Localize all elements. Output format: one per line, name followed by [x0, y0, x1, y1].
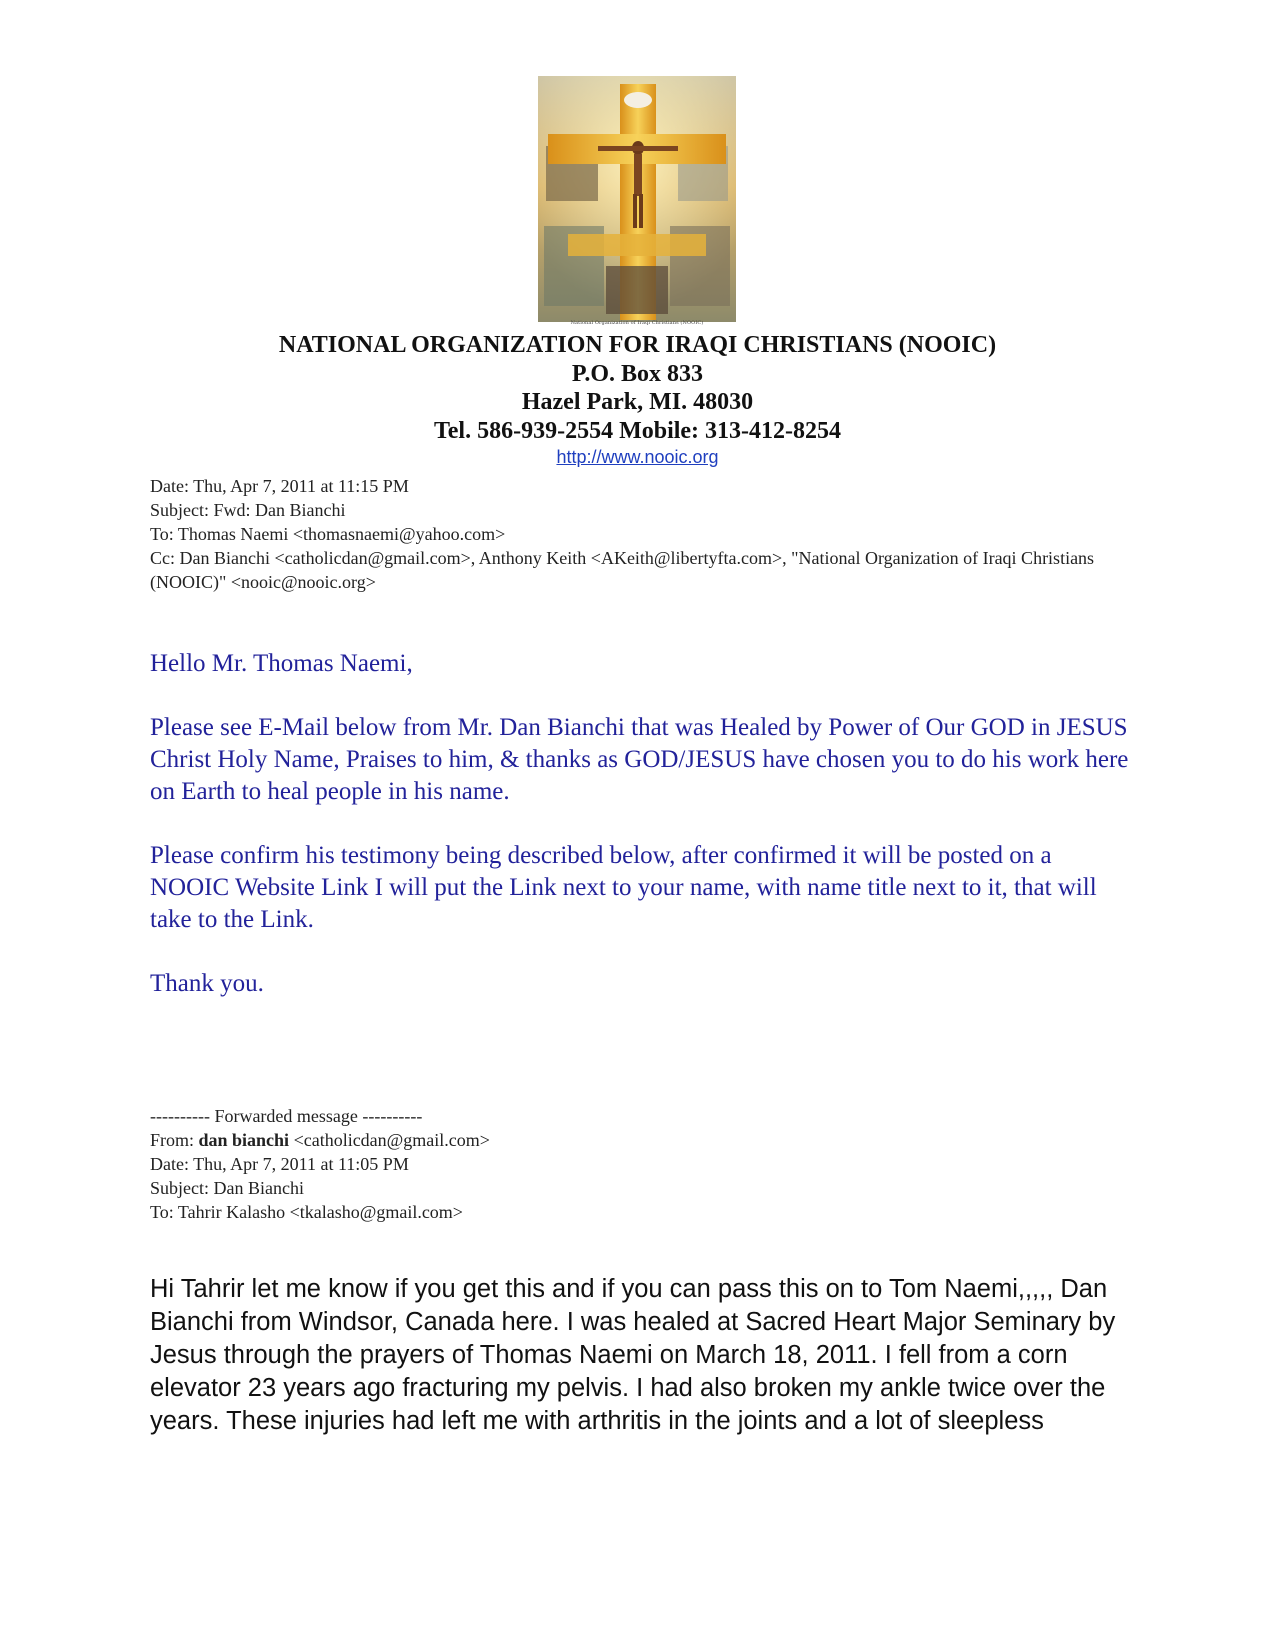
forwarded-header: [150, 1104, 1130, 1224]
forwarded-body-text: Hi Tahrir let me know if you get this and if you can pass this on to Tom Naemi,,,,, Dan Bianchi from Windsor, Canada here. I was healed at Sacred Heart Major Seminary by Jesus through the prayers of Thomas Naemi on March 18, 2011. I fell from a corn elevator 23 years ago fracturing my pelvis. I had also broken my ankle twice over the years. These injuries had left me with arthritis in the joints and a lot of sleepless: [150, 1275, 1116, 1435]
email-to: To: Thomas Naemi <thomasnaemi@yahoo.com>: [150, 524, 506, 544]
forwarded-divider: ---------- Forwarded message ----------: [150, 1106, 423, 1126]
forwarded-body: [150, 1273, 1130, 1438]
email-header: [150, 474, 1130, 594]
letterhead: [150, 331, 1125, 468]
phone-numbers: Tel. 586-939-2554 Mobile: 313-412-8254: [433, 417, 842, 444]
forwarded-to: To: Tahrir Kalasho <tkalasho@gmail.com>: [150, 1202, 463, 1222]
body-paragraph: Please confirm his testimony being described below, after confirmed it will be posted on a NOOIC Website Link I will put the Link next to your name, with name title next to it, that will take to the Link.: [150, 842, 1097, 933]
website-link[interactable]: http://www.nooic.org: [556, 447, 719, 467]
crucifix-logo-icon: [538, 76, 736, 322]
email-cc: Cc: Dan Bianchi <catholicdan@gmail.com>, Anthony Keith <AKeith@libertyfta.com>, "National Organization of Iraqi Christians (NOOIC)" <nooic@nooic.org>: [150, 548, 1095, 592]
forwarded-subject: Subject: Dan Bianchi: [150, 1178, 304, 1198]
email-date: Date: Thu, Apr 7, 2011 at 11:15 PM: [150, 476, 409, 496]
from-label: From:: [150, 1130, 199, 1150]
from-email: <catholicdan@gmail.com>: [289, 1130, 490, 1150]
logo-caption: National Organization of Iraqi Christians (NOOIC): [570, 320, 704, 326]
po-box: P.O. Box 833: [571, 360, 704, 387]
forwarded-from: [150, 1128, 1130, 1152]
from-name: dan bianchi: [198, 1130, 290, 1150]
org-name: NATIONAL ORGANIZATION FOR IRAQI CHRISTIANS (NOOIC): [278, 332, 997, 358]
greeting: Hello Mr. Thomas Naemi,: [150, 650, 413, 677]
forwarded-date: Date: Thu, Apr 7, 2011 at 11:05 PM: [150, 1154, 409, 1174]
city-address: Hazel Park, MI. 48030: [521, 389, 754, 415]
email-body: [150, 648, 1130, 1032]
email-subject: Subject: Fwd: Dan Bianchi: [150, 500, 346, 520]
closing: Thank you.: [150, 970, 264, 997]
body-paragraph: Please see E-Mail below from Mr. Dan Bianchi that was Healed by Power of Our GOD in JESUS Christ Holy Name, Praises to him, & thanks as GOD/JESUS have chosen you to do his work here on Earth to heal people in his name.: [150, 714, 1129, 805]
